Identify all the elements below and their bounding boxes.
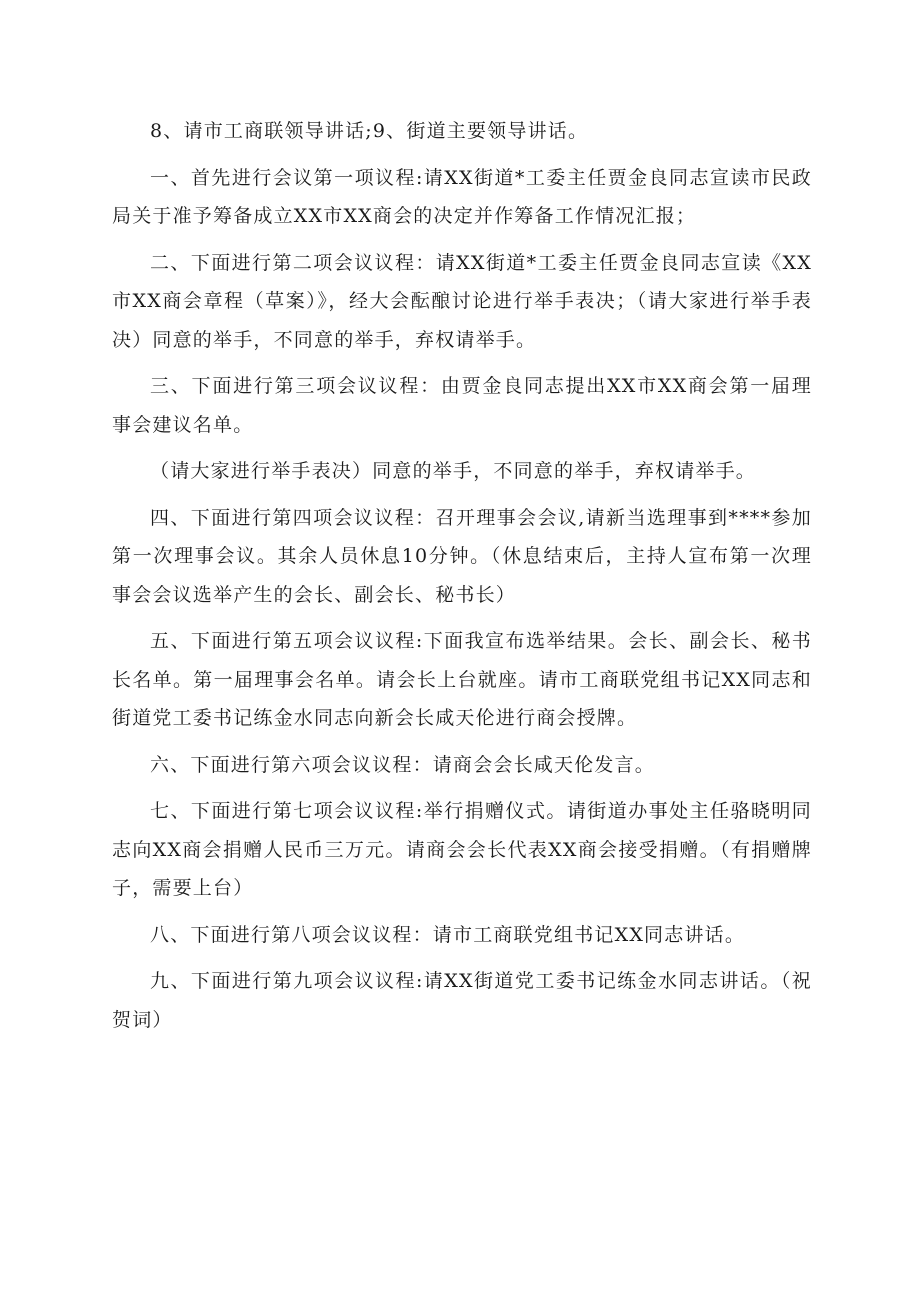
paragraph-speakers-list: 8、请市工商联领导讲话;9、街道主要领导讲话。 — [150, 120, 589, 142]
paragraph-agenda-3-vote: （请大家进行举手表决）同意的举手，不同意的举手，弃权请举手。 — [150, 460, 757, 482]
document-body — [112, 112, 812, 1047]
paragraph-agenda-7: 七、下面进行第七项会议议程:举行捐赠仪式。请街道办事处主任骆晓明同志向XX商会捐赠人民币三万元。请商会会长代表XX商会接受捐赠。（有捐赠牌子，需要上台） — [112, 800, 812, 899]
paragraph-agenda-5: 五、下面进行第五项会议议程:下面我宣布选举结果。会长、副会长、秘书长名单。第一届理事会名单。请会长上台就座。请市工商联党组书记XX同志和街道党工委书记练金水同志向新会长咸天伦进行商会授牌。 — [112, 630, 812, 729]
paragraph-agenda-4: 四、下面进行第四项会议议程：召开理事会会议,请新当选理事到****参加第一次理事会议。其余人员休息10分钟。（休息结束后，主持人宣布第一次理事会会议选举产生的会长、副会长、秘书长） — [112, 506, 812, 606]
paragraph-agenda-6: 六、下面进行第六项会议议程：请商会会长咸天伦发言。 — [150, 753, 656, 776]
paragraph-agenda-3: 三、下面进行第三项会议议程：由贾金良同志提出XX市XX商会第一届理事会建议名单。 — [112, 375, 812, 436]
paragraph-agenda-8: 八、下面进行第八项会议议程：请市工商联党组书记XX同志讲话。 — [150, 923, 746, 946]
paragraph-agenda-2: 二、下面进行第二项会议议程：请XX街道*工委主任贾金良同志宣读《XX市XX商会章程（草案）》，经大会酝酿讨论进行举手表决；（请大家进行举手表决）同意的举手，不同意的举手，弃权请举手。 — [112, 251, 812, 351]
paragraph-agenda-1: 一、首先进行会议第一项议程:请XX街道*工委主任贾金良同志宣读市民政局关于准予筹备成立XX市XX商会的决定并作筹备工作情况汇报； — [112, 166, 812, 227]
paragraph-agenda-9: 九、下面进行第九项会议议程:请XX街道党工委书记练金水同志讲话。（祝贺词） — [112, 970, 812, 1031]
